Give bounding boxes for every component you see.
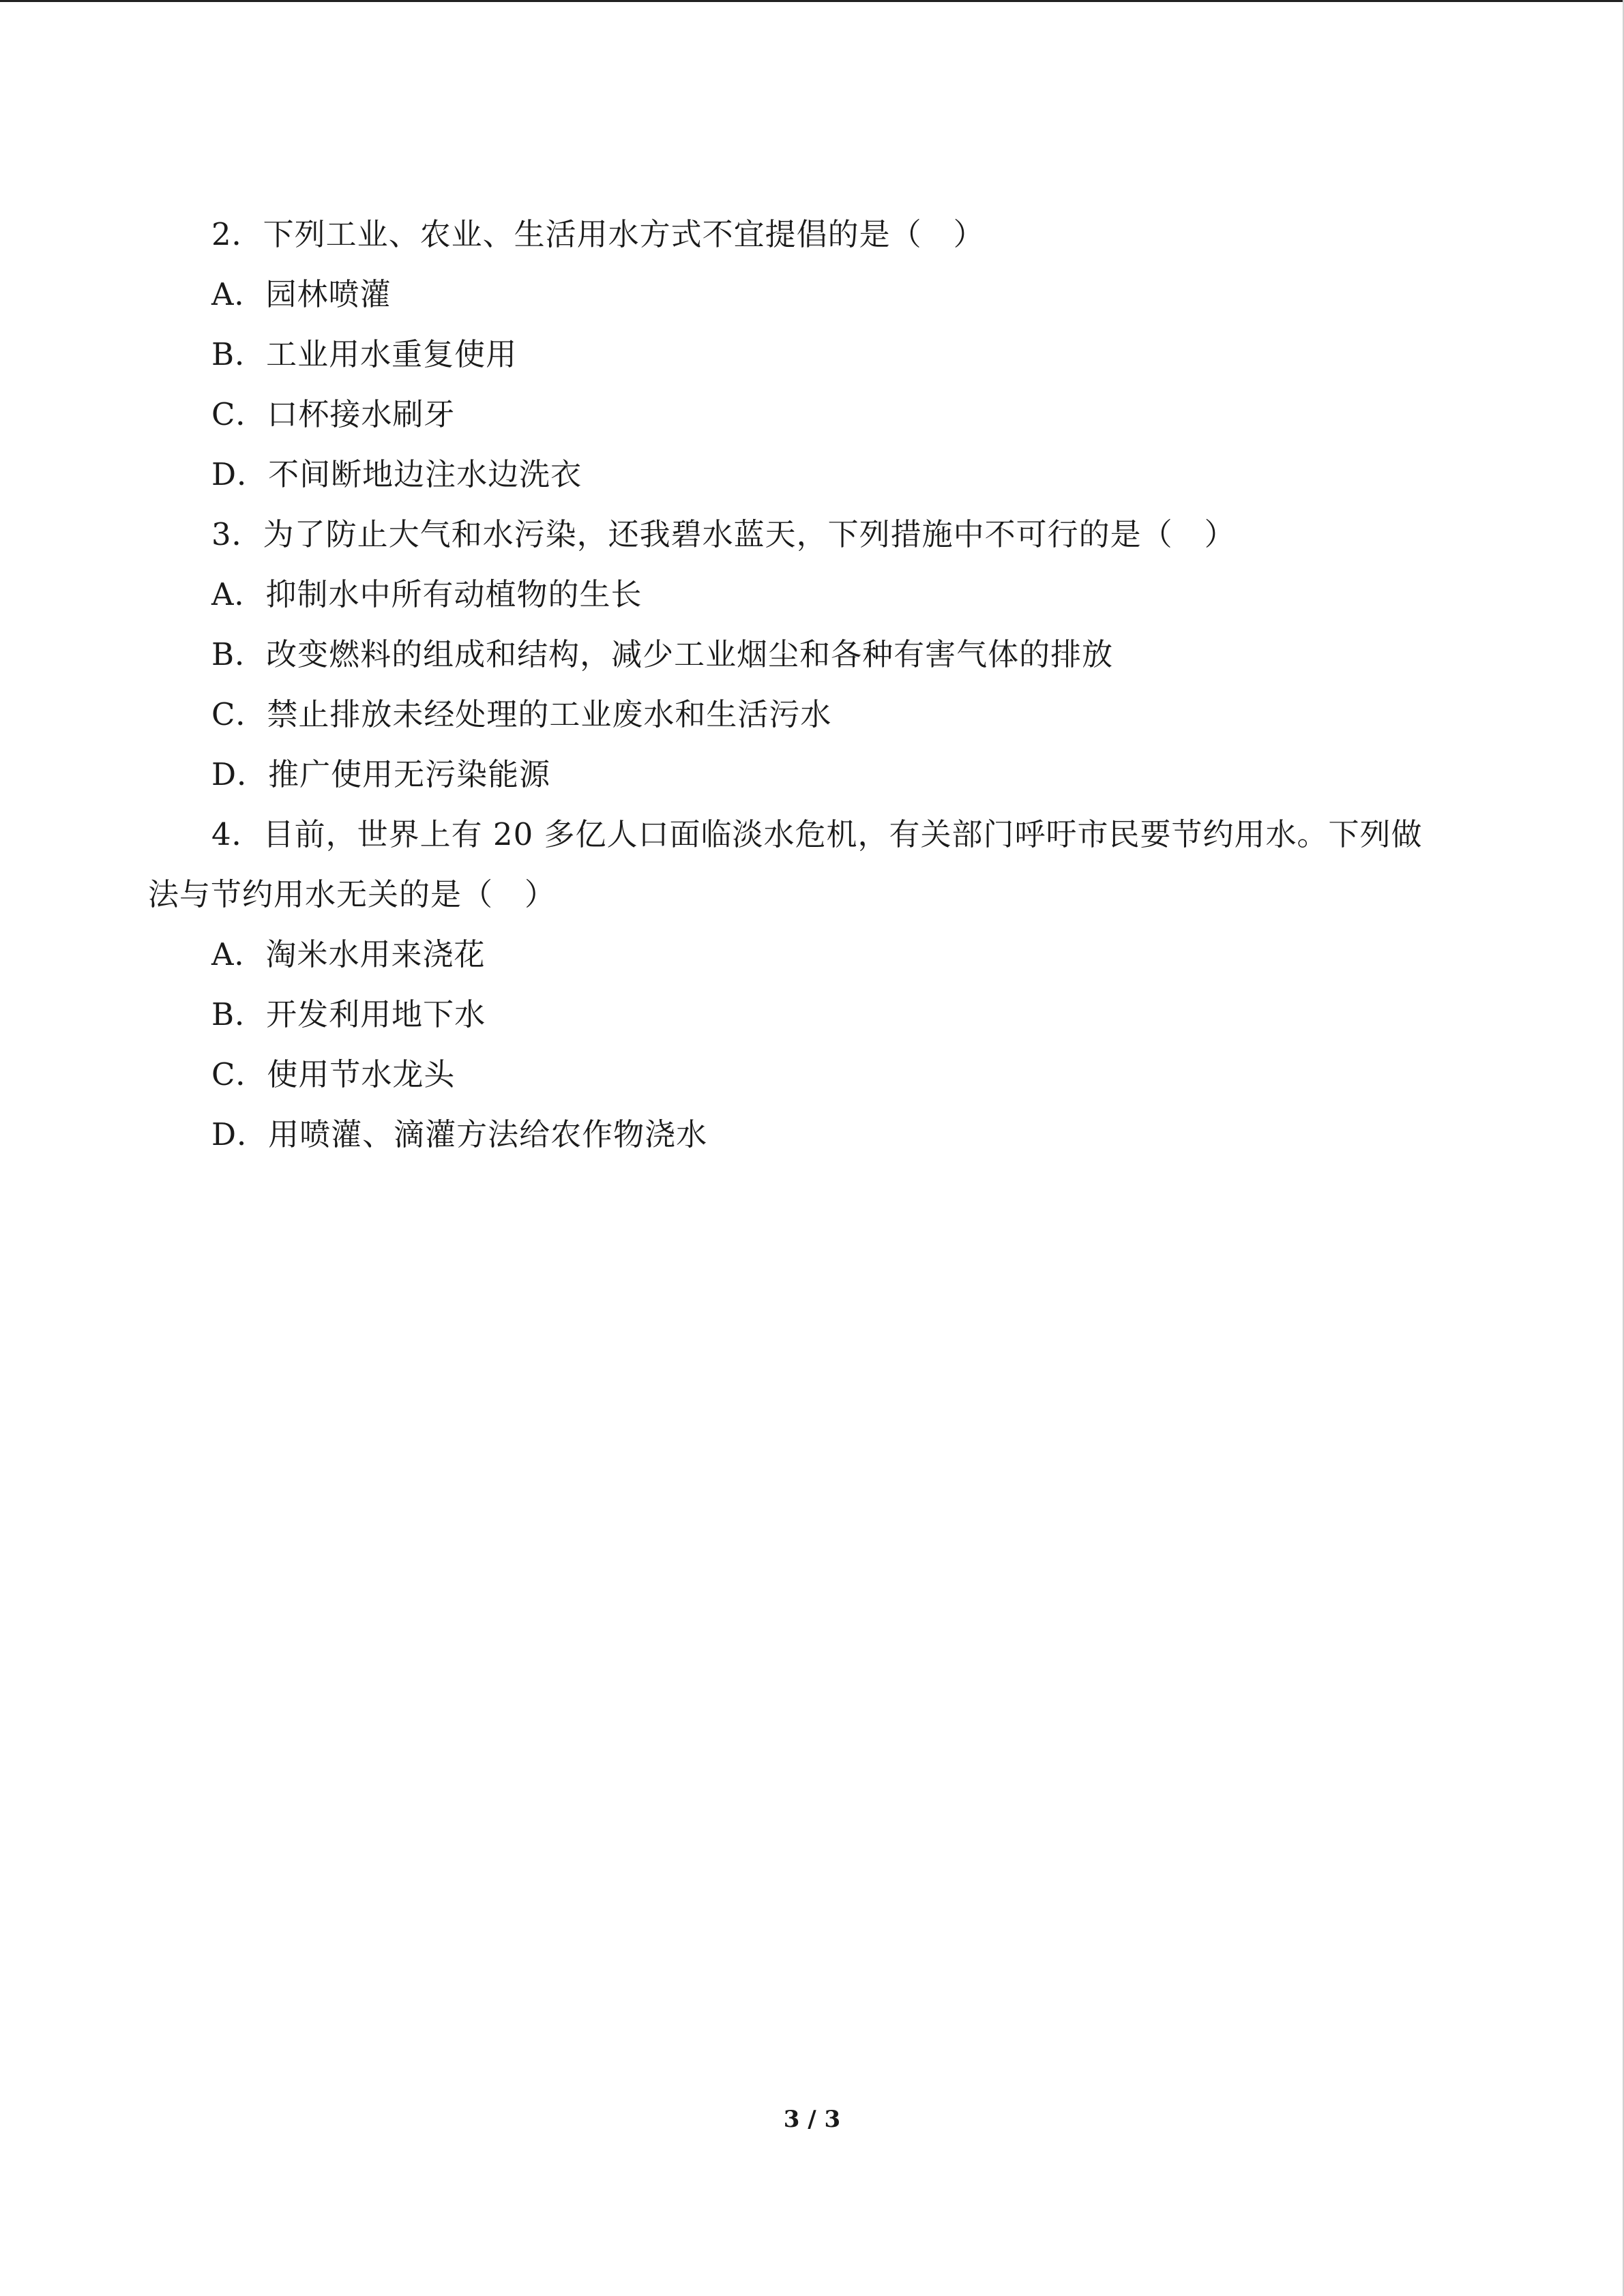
- question-2-option-b: B．工业用水重复使用: [211, 336, 518, 372]
- question-2-stem: 2．下列工业、农业、生活用水方式不宜提倡的是（ ）: [211, 216, 985, 252]
- page-number: 3 / 3: [783, 2106, 841, 2133]
- question-4-option-b: B．开发利用地下水: [211, 996, 486, 1032]
- question-3-option-c: C．禁止排放未经处理的工业废水和生活污水: [211, 696, 832, 732]
- question-4-stem-continued: 法与节约用水无关的是（ ）: [148, 876, 557, 912]
- question-4-stem: 4．目前，世界上有 20 多亿人口面临淡水危机，有关部门呼吁市民要节约用水。下列做: [211, 816, 1423, 852]
- question-3-option-a: A．抑制水中所有动植物的生长: [211, 576, 643, 612]
- question-2-option-a: A．园林喷灌: [211, 276, 392, 312]
- question-2-option-d: D．不间断地边注水边洗衣: [211, 456, 582, 492]
- question-4-option-c: C．使用节水龙头: [211, 1056, 456, 1092]
- page-top-border: [0, 0, 1624, 2]
- question-3-option-d: D．推广使用无污染能源: [211, 756, 551, 792]
- question-2-option-c: C．口杯接水刷牙: [211, 396, 456, 432]
- question-4-option-a: A．淘米水用来浇花: [211, 936, 486, 972]
- question-3-stem: 3．为了防止大气和水污染，还我碧水蓝天，下列措施中不可行的是（ ）: [211, 516, 1236, 552]
- question-3-option-b: B．改变燃料的组成和结构，减少工业烟尘和各种有害气体的排放: [211, 636, 1114, 672]
- question-4-option-d: D．用喷灌、滴灌方法给农作物浇水: [211, 1116, 708, 1152]
